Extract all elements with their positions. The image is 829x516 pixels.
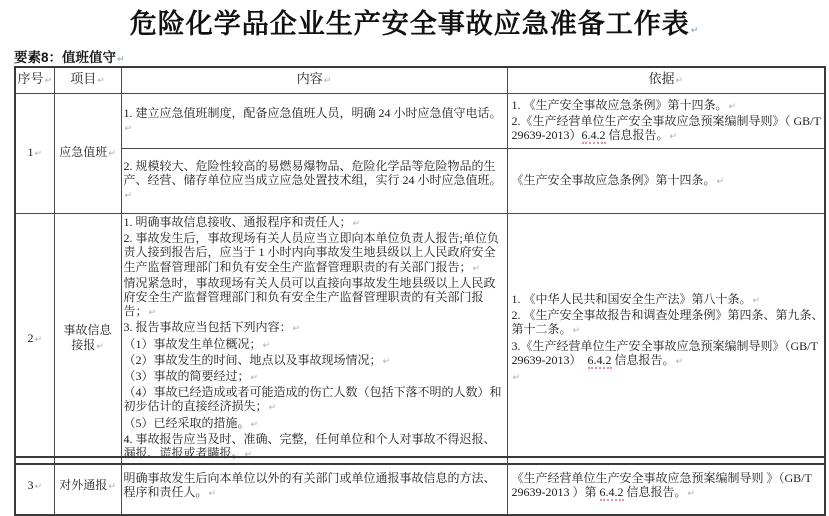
row2-content-cell: 1. 明确事故信息接收、通报程序和责任人；↵ 2. 事故发生后，事故现场有关人员应当立即向本单位负责人报告;单位负责人接到报告后，应当于 1 小时内向事故发生地县级以上人民政府安全生产监督管理部门和负有安全生产监督管理职责的有关部门报告；↵ 情况紧急时，事故现场有关人员可以直接向事故发生地县级以上人民政府安全生产监督管理部门和负有安全生产监督管理职责的有关部门报告；↵ 3. 报告事故应当包括下列内容：↵ （1）事故发生单位概况；↵ （2）事故发生的时间、地点以及事故现场情况；↵ （3）事故的简要经过；↵ （4）事故已经造成或者可能造成的伤亡人数（包括下落不明的人数）和初步估计的直接经济损失；↵ （5）已经采取的措施。↵ 4. 事故报告应当及时、准确、完整，任何单位和个人对事故不得迟报、漏报、谎报或者瞒报。↵ <box>121 214 507 465</box>
row1-content-cell-2: 2. 规模较大、危险性较高的易燃易爆物品、危险化学品等危险物品的生产、经营、储存单位应当成立应急处置技术组，实行 24 小时应急值班。↵ <box>121 149 507 214</box>
row1-serial-cell: 1↵ <box>15 94 54 214</box>
row3-item-cell: 对外通报↵ <box>54 457 121 515</box>
header-cell-item: 项目↵ <box>54 67 121 94</box>
row3-serial-cell: 3↵ <box>15 457 54 515</box>
row-2 <box>15 214 825 465</box>
row2-serial-cell: 2↵ <box>15 214 54 465</box>
row-3 <box>15 457 825 515</box>
row2-item-cell: 事故信息接报↵ <box>54 214 121 465</box>
row2-basis-cell: 1. 《中华人民共和国安全生产法》第八十条。↵ 2. 《生产安全事故报告和调查处理条例》第四条、第九条、第十二条。↵ 3.《生产经营单位生产安全事故应急预案编制导则》（GB/T 29639-2013） 6.4.2 信息报告。↵ ↵ <box>507 214 825 465</box>
row-1-subrow-2 <box>15 149 825 214</box>
section-label: 要素8：值班值守↵ <box>14 50 125 65</box>
row1-basis-cell-2: 《生产安全事故应急条例》第十四条。↵ <box>507 149 825 214</box>
continuation-table <box>14 456 826 516</box>
row3-basis-cell: 《生产经营单位生产安全事故应急预案编制导则 》（GB/T 29639-2013 ）第 6.4.2 信息报告。↵ <box>507 457 825 515</box>
row-1-subrow-1 <box>15 94 825 149</box>
document-title: 危险化学品企业生产安全事故应急准备工作表↵ <box>129 9 700 39</box>
row1-content-cell-1: 1. 建立应急值班制度，配备应急值班人员，明确 24 小时应急值守电话。↵ <box>121 94 507 149</box>
emergency-duty-table <box>14 66 826 465</box>
header-cell-serial: 序号↵ <box>15 67 54 94</box>
table-header-row <box>15 67 825 94</box>
header-cell-basis: 依据↵ <box>507 67 825 94</box>
row1-basis-cell-1: 1. 《生产安全事故应急条例》第十四条。↵ 2.《生产经营单位生产安全事故应急预案编制导则》（ GB/T 29639-2013）6.4.2 信息报告。↵ <box>507 94 825 149</box>
row1-item-cell: 应急值班↵ <box>54 94 121 214</box>
header-cell-content: 内容↵ <box>121 67 507 94</box>
row3-content-cell: 明确事故发生后向本单位以外的有关部门或单位通报事故信息的方法、程序和责任人。↵ <box>121 457 507 515</box>
